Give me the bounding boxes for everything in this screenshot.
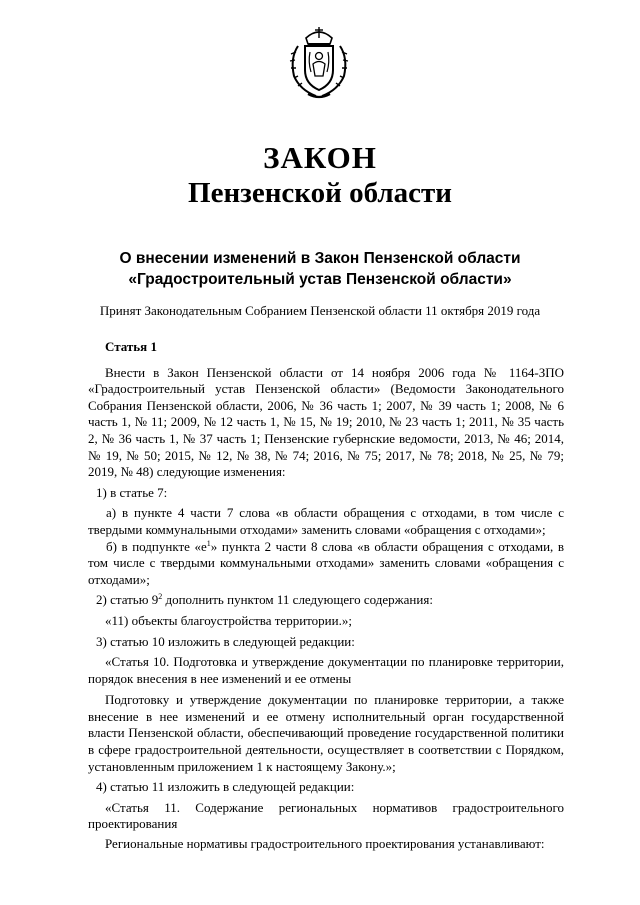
amendment-item-3-article-title: «Статья 10. Подготовка и утверждение документации по планировке территории, порядок внесения в нее изменений и ее отмены: [88, 654, 564, 686]
document-region: Пензенской области: [188, 177, 452, 209]
amendment-item-2-text-start: 2) статью 9: [96, 592, 159, 608]
amendment-item-1b: [88, 539, 564, 589]
amendment-item-4-article-title: «Статья 11. Содержание региональных нормативов градостроительного проектирования: [88, 799, 564, 832]
amendment-item-1b-text-start: б) в подпункте «е: [106, 538, 207, 554]
amendment-item-2-superscript: 2: [158, 592, 163, 602]
amendment-item-2: [88, 592, 564, 609]
law-subject-line-2: «Градостроительный устав Пензенской области»: [128, 271, 512, 288]
amendment-item-1: 1) в статье 7:: [96, 484, 168, 500]
article-heading: Статья 1: [105, 339, 157, 354]
amendment-item-4-article-text: Региональные нормативы градостроительного проектирования устанавливают:: [105, 836, 545, 852]
amendment-item-1a: а) в пункте 4 части 7 слова «в области обращения с отходами, в том числе с твердыми коммунальными отходами» заменить словами «обращения с отходами»;: [88, 505, 564, 537]
article-intro-paragraph: Внести в Закон Пензенской области от 14 ноября 2006 года № 1164-ЗПО «Градостроительный устав Пензенской области» (Ведомости Законодательного Собрания Пензенской области, 2006, № 36 часть 1; 2007, № 39 часть 1; 2008, № 6 часть 1, № 11; 2009, № 12 часть 1, № 15, № 19; 2010, № 23 часть 1; 2011, № 35 часть 2, № 36 часть 1, № 37 часть 1; Пензенские губернские ведомости, 2013, № 46; 2014, № 19, № 50; 2015, № 12, № 38, № 74; 2016, № 75; 2017, № 78; 2018, № 25, № 79; 2019, № 48) следующие изменения:: [88, 364, 564, 480]
coat-of-arms-icon: [286, 24, 352, 102]
amendment-item-1b-superscript: 1: [206, 538, 211, 548]
adoption-line: Принят Законодательным Собранием Пензенской области 11 октября 2019 года: [99, 303, 541, 318]
document-title: ЗАКОН: [263, 140, 377, 175]
law-subject: [80, 248, 560, 290]
amendment-item-1b-text-end: » пункта 2 части 8 слова «в области обращения с отходами, в том числе с твердыми коммунальными отходами» заменить словами «обращения с отходами»;: [88, 538, 564, 587]
amendment-item-3: 3) статью 10 изложить в следующей редакции:: [96, 633, 355, 649]
amendment-item-2-text-end: дополнить пунктом 11 следующего содержания:: [162, 592, 433, 608]
amendment-item-4: 4) статью 11 изложить в следующей редакции:: [96, 779, 355, 795]
law-subject-line-1: О внесении изменений в Закон Пензенской области: [119, 250, 521, 267]
amendment-item-3-article-text: Подготовку и утверждение документации по планировке территории, а также внесение в нее изменений и ее отмену исполнительный орган государственной власти Пензенской области, обеспечивающий проведение государственной политики в сфере градостроительной деятельности, осуществляет в соответствии с Порядком, установленным приложением 1 к настоящему Закону.»;: [88, 692, 564, 774]
amendment-item-2-quote: «11) объекты благоустройства территории.»;: [105, 612, 352, 628]
article-body: [88, 339, 564, 853]
